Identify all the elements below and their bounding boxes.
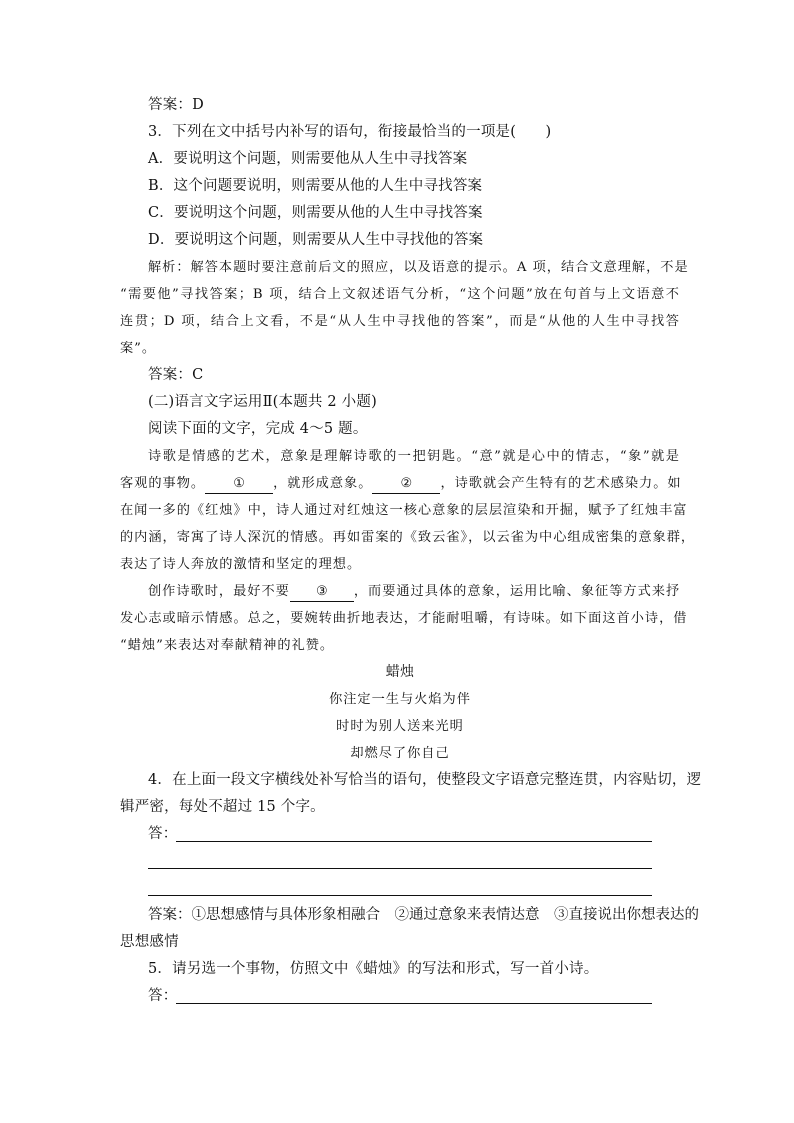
question-3-analysis-line: 连贯；D 项，结合上文看，不是“从人生中寻找他的答案”，而是“从他的人生中寻找答 bbox=[120, 314, 680, 329]
poem-line: 你注定一生与火焰为伴 bbox=[329, 692, 471, 707]
question-5-stem: 5．请另选一个事物，仿照文中《蜡烛》的写法和形式，写一首小诗。 bbox=[148, 961, 599, 977]
section-instruction: 阅读下面的文字，完成 4～5 题。 bbox=[148, 421, 368, 437]
answer-line[interactable] bbox=[148, 868, 652, 869]
question-3-stem: 3．下列在文中括号内补写的语句，衔接最恰当的一项是( ) bbox=[148, 124, 552, 140]
question-3-analysis-line: 案”。 bbox=[120, 341, 157, 356]
passage-text: ，就形成意象。 bbox=[273, 476, 373, 491]
passage-line: 诗歌是情感的艺术，意象是理解诗歌的一把钥匙。“意”就是心中的情志，“象”就是 bbox=[148, 449, 680, 464]
question-3-option-a: A．要说明这个问题，则需要他从人生中寻找答案 bbox=[148, 151, 468, 167]
passage-line: 表达了诗人奔放的激情和坚定的理想。 bbox=[120, 557, 362, 572]
answer-prompt: 答： bbox=[148, 826, 178, 842]
answer-line[interactable] bbox=[176, 1003, 652, 1004]
question-3-answer: 答案：C bbox=[148, 367, 204, 383]
question-4-answer-area bbox=[120, 821, 680, 848]
question-5-answer-area bbox=[120, 983, 680, 1010]
passage-text: 客观的事物。 bbox=[120, 476, 206, 491]
passage-text: ，而要通过具体的意象，运用比喻、象征等方式来抒 bbox=[353, 584, 681, 599]
section-title: (二)语言文字运用Ⅱ(本题共 2 小题) bbox=[148, 394, 377, 410]
question-3-analysis-line: “需要他”寻找答案；B 项，结合上文叙述语气分析，“这个问题”放在句首与上文语意不 bbox=[120, 287, 680, 302]
question-3-option-b: B．这个问题要说明，则需要从他的人生中寻找答案 bbox=[148, 178, 483, 194]
answer-prompt: 答： bbox=[148, 988, 178, 1004]
blank-2: ② bbox=[372, 475, 440, 494]
passage-text: 创作诗歌时，最好不要 bbox=[148, 584, 290, 599]
poem-line: 却燃尽了你自己 bbox=[350, 746, 450, 761]
poem-title: 蜡烛 bbox=[385, 664, 415, 680]
question-3-option-d: D．要说明这个问题，则需要从人生中寻找他的答案 bbox=[148, 232, 484, 248]
passage-line: 发心志或暗示情感。总之，要婉转曲折地表达，才能耐咀嚼，有诗味。如下面这首小诗，借 bbox=[120, 611, 688, 626]
passage-line-with-blanks bbox=[120, 470, 680, 497]
question-4-stem: 4．在上面一段文字横线处补写恰当的语句，使整段文字语意完整连贯，内容贴切，逻 bbox=[148, 772, 702, 788]
document-page bbox=[120, 92, 702, 1010]
passage-line-with-blank bbox=[120, 578, 680, 605]
passage-line: 的内涵，寄寓了诗人深沉的情感。再如雷案的《致云雀》，以云雀为中心组成密集的意象群， bbox=[120, 530, 696, 545]
passage-line: 在闻一多的《红烛》中，诗人通过对红烛这一核心意象的层层渲染和开掘，赋予了红烛丰富 bbox=[120, 503, 688, 518]
question-4-answer-area bbox=[120, 875, 680, 902]
poem-line: 时时为别人送来光明 bbox=[336, 719, 464, 734]
question-4-answer-area bbox=[120, 848, 680, 875]
previous-answer: 答案：D bbox=[148, 97, 204, 113]
blank-3: ③ bbox=[290, 583, 354, 602]
passage-line: “蜡烛”来表达对奉献精神的礼赞。 bbox=[120, 638, 335, 653]
answer-line[interactable] bbox=[176, 841, 652, 842]
question-4-answer-cont: 思想感情 bbox=[120, 934, 179, 950]
answer-line[interactable] bbox=[148, 895, 652, 896]
passage-text: ，诗歌就会产生特有的艺术感染力。如 bbox=[440, 476, 682, 491]
question-3-option-c: C．要说明这个问题，则需要从他的人生中寻找答案 bbox=[148, 205, 483, 221]
question-3-analysis-line: 解析：解答本题时要注意前后文的照应，以及语意的提示。A 项，结合文意理解，不是 bbox=[148, 260, 689, 275]
blank-1: ① bbox=[205, 475, 273, 494]
question-4-answer: 答案：①思想感情与具体形象相融合 ②通过意象来表情达意 ③直接说出你想表达的 bbox=[148, 907, 699, 923]
question-4-stem-cont: 辑严密，每处不超过 15 个字。 bbox=[120, 799, 325, 815]
